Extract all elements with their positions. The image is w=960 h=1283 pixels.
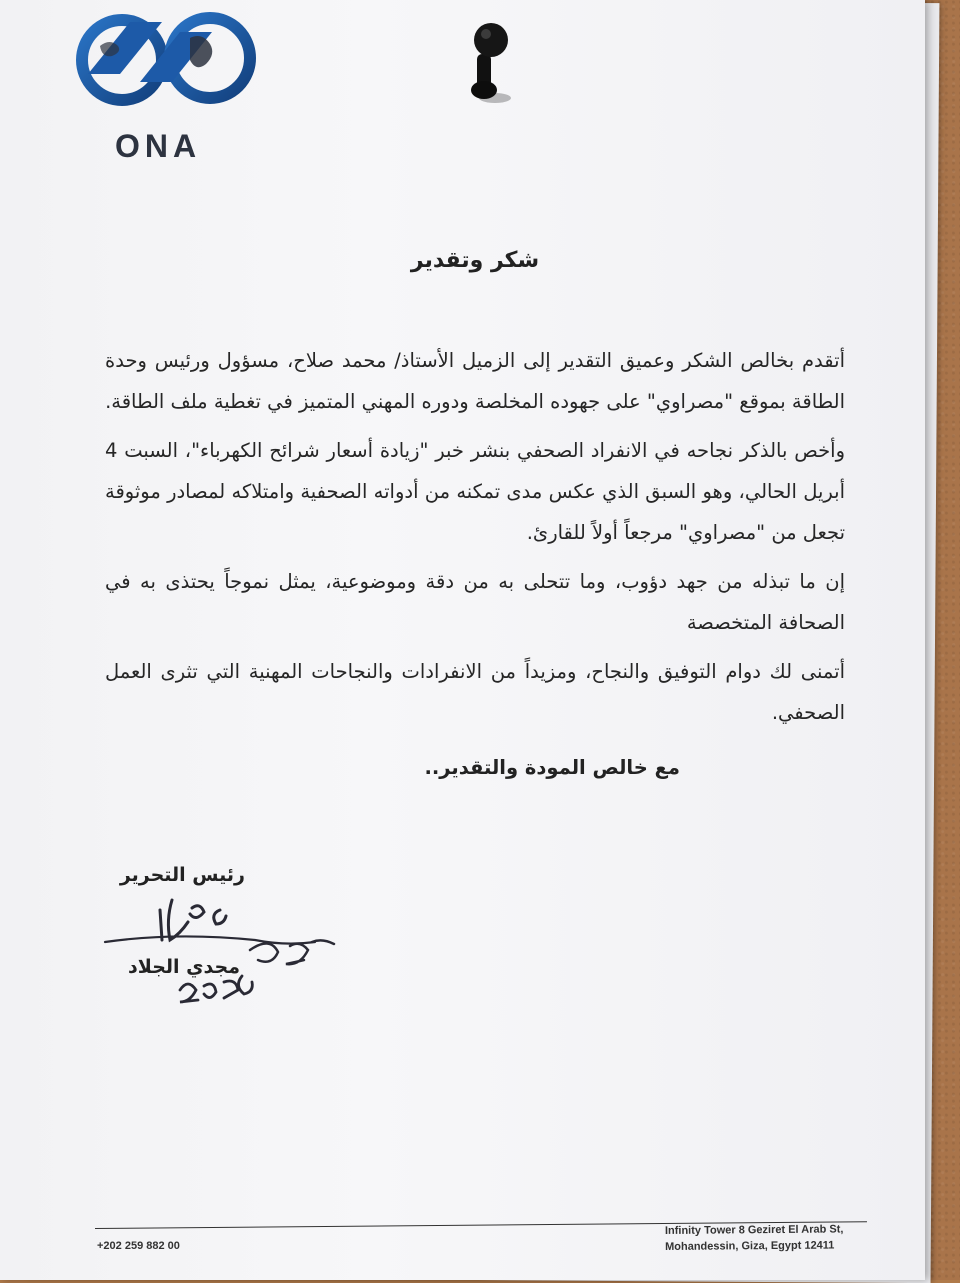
handwritten-signature xyxy=(100,880,340,1020)
signatory-title: رئيس التحرير xyxy=(119,864,245,886)
address-line-2: Mohandessin, Giza, Egypt 12411 xyxy=(665,1239,835,1253)
paragraph-3: إن ما تبذله من جهد دؤوب، وما تتحلى به من دقة وموضوعية، يمثل نموجاً يحتذى به في الصحافة المتخصصة xyxy=(105,570,845,634)
ona-logo-icon xyxy=(70,2,260,114)
signatory-name: مجدي الجلاد xyxy=(128,956,240,978)
letter-title: شكر وتقدير xyxy=(410,248,540,273)
ona-logo-text: ONA xyxy=(115,128,202,164)
paragraph-2: وأخص بالذكر نجاحه في الانفراد الصحفي بنشر خبر "زيادة أسعار شرائح الكهرباء"، السبت 4 أبريل الحالي، وهو السبق الذي عكس مدى تمكنه من أدواته الصحفية وامتلاكه لمصادر موثوقة تجعل من "مصراوي" مرجعاً أولاً للقارئ. xyxy=(105,439,845,544)
paragraph-1: أتقدم بخالص الشكر وعميق التقدير إلى الزميل الأستاذ/ محمد صلاح، مسؤول ورئيس وحدة الطاقة بموقع "مصراوي" على جهوده المخلصة ودوره المهني المتميز في تغطية ملف الطاقة. xyxy=(105,349,845,413)
letter-body xyxy=(105,340,845,741)
paragraph-4: أتمنى لك دوام التوفيق والنجاح، ومزيداً من الانفرادات والنجاحات المهنية التي تثرى العمل الصحفي. xyxy=(105,660,845,724)
closing-line: مع خالص المودة والتقدير.. xyxy=(424,756,680,779)
address-line-1: Infinity Tower 8 Geziret El Arab St, xyxy=(664,1223,844,1237)
footer-address xyxy=(665,1221,885,1255)
push-pin-icon xyxy=(455,20,525,105)
footer-phone: +202 259 882 00 xyxy=(97,1240,180,1252)
